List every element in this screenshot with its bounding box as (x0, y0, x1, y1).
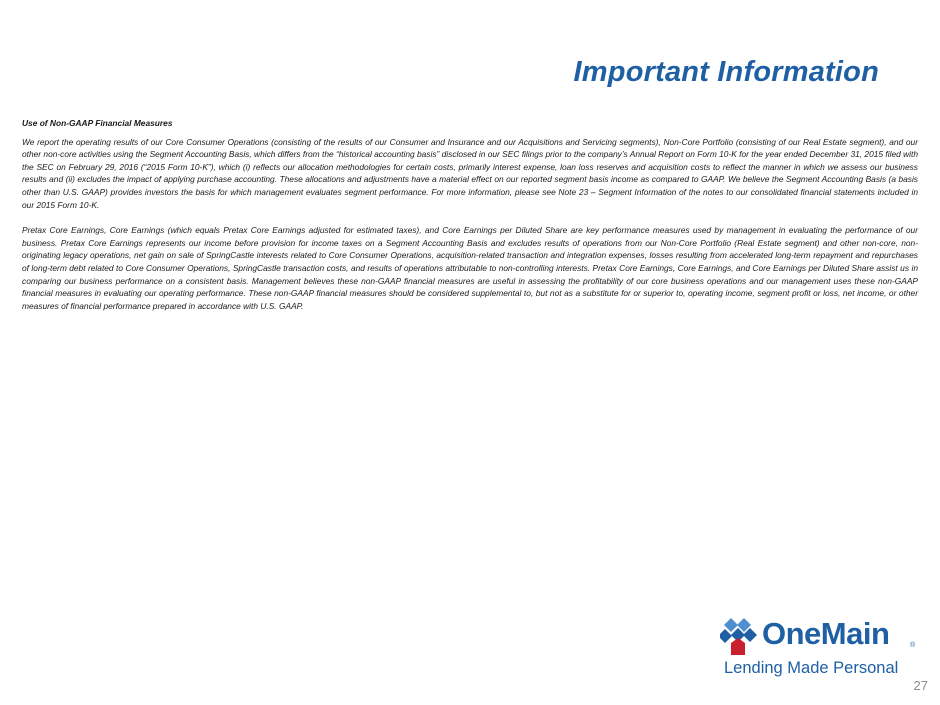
section-heading: Use of Non-GAAP Financial Measures (22, 118, 173, 128)
body-content (22, 117, 918, 325)
logo-name: OneMain (762, 616, 890, 651)
paragraph-segment-accounting: We report the operating results of our Core Consumer Operations (consisting of the results of our Consumer and Insurance and our Acquisitions and Servicing segments), Non-Core Portfolio (consisting of our Real Estate segment), and our other non-core activities using the Segment Accounting Basis, which differs from the “historical accounting basis” disclosed in our SEC filings prior to the company’s Annual Report on Form 10-K for the year ended December 31, 2015 filed with the SEC on February 29, 2016 (“2015 Form 10-K”), which (i) reflects our allocation methodologies for certain costs, primarily interest expense, loan loss reserves and acquisition costs to reflect the manner in which we assess our business results and (ii) excludes the impact of applying purchase accounting. These allocations and adjustments have a material effect on our reported segment basis income as compared to GAAP. We believe the Segment Accounting Basis (a basis other than U.S. GAAP) provides investors the basis for which management evaluates segment performance. For more information, please see Note 23 – Segment Information of the notes to our consolidated financial statements included in our 2015 Form 10-K. (22, 136, 918, 210)
logo-registered-mark: ® (910, 642, 916, 649)
page-number: 27 (913, 678, 928, 693)
page-title: Important Information (573, 56, 879, 88)
paragraph-core-earnings: Pretax Core Earnings, Core Earnings (which equals Pretax Core Earnings adjusted for estimated taxes), and Core Earnings per Diluted Share are key performance measures used by management in evaluating the performance of our business. Pretax Core Earnings represents our income before provision for income taxes on a Segment Accounting Basis and excludes results of operations from our Non-Core Portfolio (Real Estate segment) and other non-core, non-originating legacy operations, net gain on sale of SpringCastle interests related to Core Consumer Operations, acquisition-related transaction and integration expenses, losses resulting from accelerated long-term repayment and repurchases of long-term debt related to Core Consumer Operations, SpringCastle transaction costs, and results of operations attributable to non-controlling interests. Pretax Core Earnings, Core Earnings, and Core Earnings per Diluted Share assist us in comparing our business performance on a consistent basis. Management believes these non-GAAP financial measures are useful in assessing the profitability of our core business operations and our management uses these non-GAAP financial measures in evaluating our operating performance. These non-GAAP financial measures should be considered supplemental to, but not as a substitute for or superior to, operating income, segment profit or loss, net income, or other measures of financial performance prepared in accordance with U.S. GAAP. (22, 225, 918, 311)
onemain-logo (720, 617, 925, 685)
logo-tagline: Lending Made Personal (724, 659, 899, 677)
onemain-mark-icon (720, 617, 764, 661)
